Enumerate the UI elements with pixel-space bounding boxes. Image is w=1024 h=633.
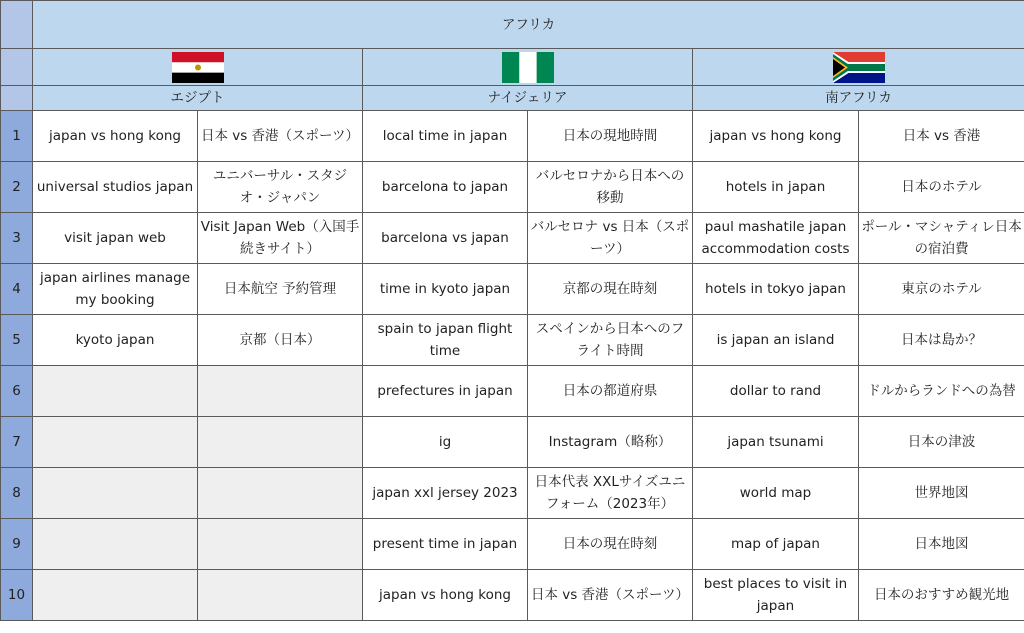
translation-cell: 日本 vs 香港（スポーツ） — [198, 111, 363, 162]
table-row — [1, 111, 1024, 162]
keyword-cell: best places to visit in japan — [693, 570, 859, 621]
keyword-cell: world map — [693, 468, 859, 519]
translation-cell: バルセロナから日本への移動 — [528, 162, 693, 213]
translation-cell: 京都の現在時刻 — [528, 264, 693, 315]
keyword-cell: prefectures in japan — [363, 366, 528, 417]
keyword-cell: visit japan web — [33, 213, 198, 264]
translation-cell: 日本代表 XXLサイズユニフォーム（2023年） — [528, 468, 693, 519]
keyword-cell: universal studios japan — [33, 162, 198, 213]
corner-cell — [1, 1, 33, 49]
keyword-cell: barcelona to japan — [363, 162, 528, 213]
corner-cell — [1, 49, 33, 86]
table-row — [1, 468, 1024, 519]
translation-cell: 日本地図 — [859, 519, 1024, 570]
translation-cell: 京都（日本） — [198, 315, 363, 366]
keyword-cell: dollar to rand — [693, 366, 859, 417]
keyword-cell: barcelona vs japan — [363, 213, 528, 264]
translation-cell: 日本の現地時間 — [528, 111, 693, 162]
translation-cell: 日本 vs 香港 — [859, 111, 1024, 162]
keyword-cell: map of japan — [693, 519, 859, 570]
keyword-cell: japan airlines manage my booking — [33, 264, 198, 315]
nigeria-flag-cell — [363, 49, 693, 86]
translation-cell — [198, 417, 363, 468]
translation-cell: 日本のおすすめ観光地 — [859, 570, 1024, 621]
keyword-cell: present time in japan — [363, 519, 528, 570]
translation-cell: 世界地図 — [859, 468, 1024, 519]
south-africa-flag-cell — [693, 49, 1024, 86]
translation-cell: Instagram（略称） — [528, 417, 693, 468]
row-number: 4 — [1, 264, 33, 315]
translation-cell: 日本は島か？ — [859, 315, 1024, 366]
translation-cell: バルセロナ vs 日本（スポーツ） — [528, 213, 693, 264]
table-row — [1, 417, 1024, 468]
row-number: 2 — [1, 162, 33, 213]
nigeria-flag-icon — [502, 52, 554, 83]
table-row — [1, 519, 1024, 570]
country-header-egypt: エジプト — [33, 86, 363, 111]
translation-cell: ユニバーサル・スタジオ・ジャパン — [198, 162, 363, 213]
translation-cell: 日本の津波 — [859, 417, 1024, 468]
south-africa-flag-icon — [833, 52, 885, 83]
region-header: アフリカ — [33, 1, 1024, 49]
translation-cell: 日本航空 予約管理 — [198, 264, 363, 315]
table-row — [1, 315, 1024, 366]
keyword-cell: kyoto japan — [33, 315, 198, 366]
table-row — [1, 366, 1024, 417]
translation-cell — [198, 366, 363, 417]
keyword-cell: japan vs hong kong — [693, 111, 859, 162]
translation-cell — [198, 468, 363, 519]
keyword-cell: hotels in tokyo japan — [693, 264, 859, 315]
keyword-cell — [33, 468, 198, 519]
translation-cell: ドルからランドへの為替 — [859, 366, 1024, 417]
table-row — [1, 162, 1024, 213]
keyword-cell: japan tsunami — [693, 417, 859, 468]
keyword-cell: is japan an island — [693, 315, 859, 366]
keyword-cell: japan vs hong kong — [33, 111, 198, 162]
keyword-cell — [33, 570, 198, 621]
translation-cell: 日本の都道府県 — [528, 366, 693, 417]
country-header-nigeria: ナイジェリア — [363, 86, 693, 111]
keyword-cell: paul mashatile japan accommodation costs — [693, 213, 859, 264]
row-number: 7 — [1, 417, 33, 468]
row-number: 3 — [1, 213, 33, 264]
translation-cell: スペインから日本へのフライト時間 — [528, 315, 693, 366]
table-row — [1, 264, 1024, 315]
corner-cell — [1, 86, 33, 111]
keyword-cell — [33, 519, 198, 570]
row-number: 6 — [1, 366, 33, 417]
row-number: 1 — [1, 111, 33, 162]
row-number: 10 — [1, 570, 33, 621]
row-number: 5 — [1, 315, 33, 366]
translation-cell — [198, 570, 363, 621]
translation-cell — [198, 519, 363, 570]
country-header-south-africa: 南アフリカ — [693, 86, 1024, 111]
translation-cell: Visit Japan Web（入国手続きサイト） — [198, 213, 363, 264]
translation-cell: ポール・マシャティレ日本の宿泊費 — [859, 213, 1024, 264]
row-number: 8 — [1, 468, 33, 519]
translation-cell: 日本のホテル — [859, 162, 1024, 213]
table-row — [1, 570, 1024, 621]
translation-cell: 日本の現在時刻 — [528, 519, 693, 570]
table-row — [1, 213, 1024, 264]
keyword-cell: hotels in japan — [693, 162, 859, 213]
egypt-flag-cell — [33, 49, 363, 86]
keyword-cell — [33, 417, 198, 468]
keyword-cell: japan vs hong kong — [363, 570, 528, 621]
keyword-cell: local time in japan — [363, 111, 528, 162]
row-number: 9 — [1, 519, 33, 570]
keyword-cell: japan xxl jersey 2023 — [363, 468, 528, 519]
keyword-cell: ig — [363, 417, 528, 468]
translation-cell: 東京のホテル — [859, 264, 1024, 315]
keyword-cell: time in kyoto japan — [363, 264, 528, 315]
translation-cell: 日本 vs 香港（スポーツ） — [528, 570, 693, 621]
keyword-cell — [33, 366, 198, 417]
egypt-flag-icon — [172, 52, 224, 83]
keyword-cell: spain to japan flight time — [363, 315, 528, 366]
